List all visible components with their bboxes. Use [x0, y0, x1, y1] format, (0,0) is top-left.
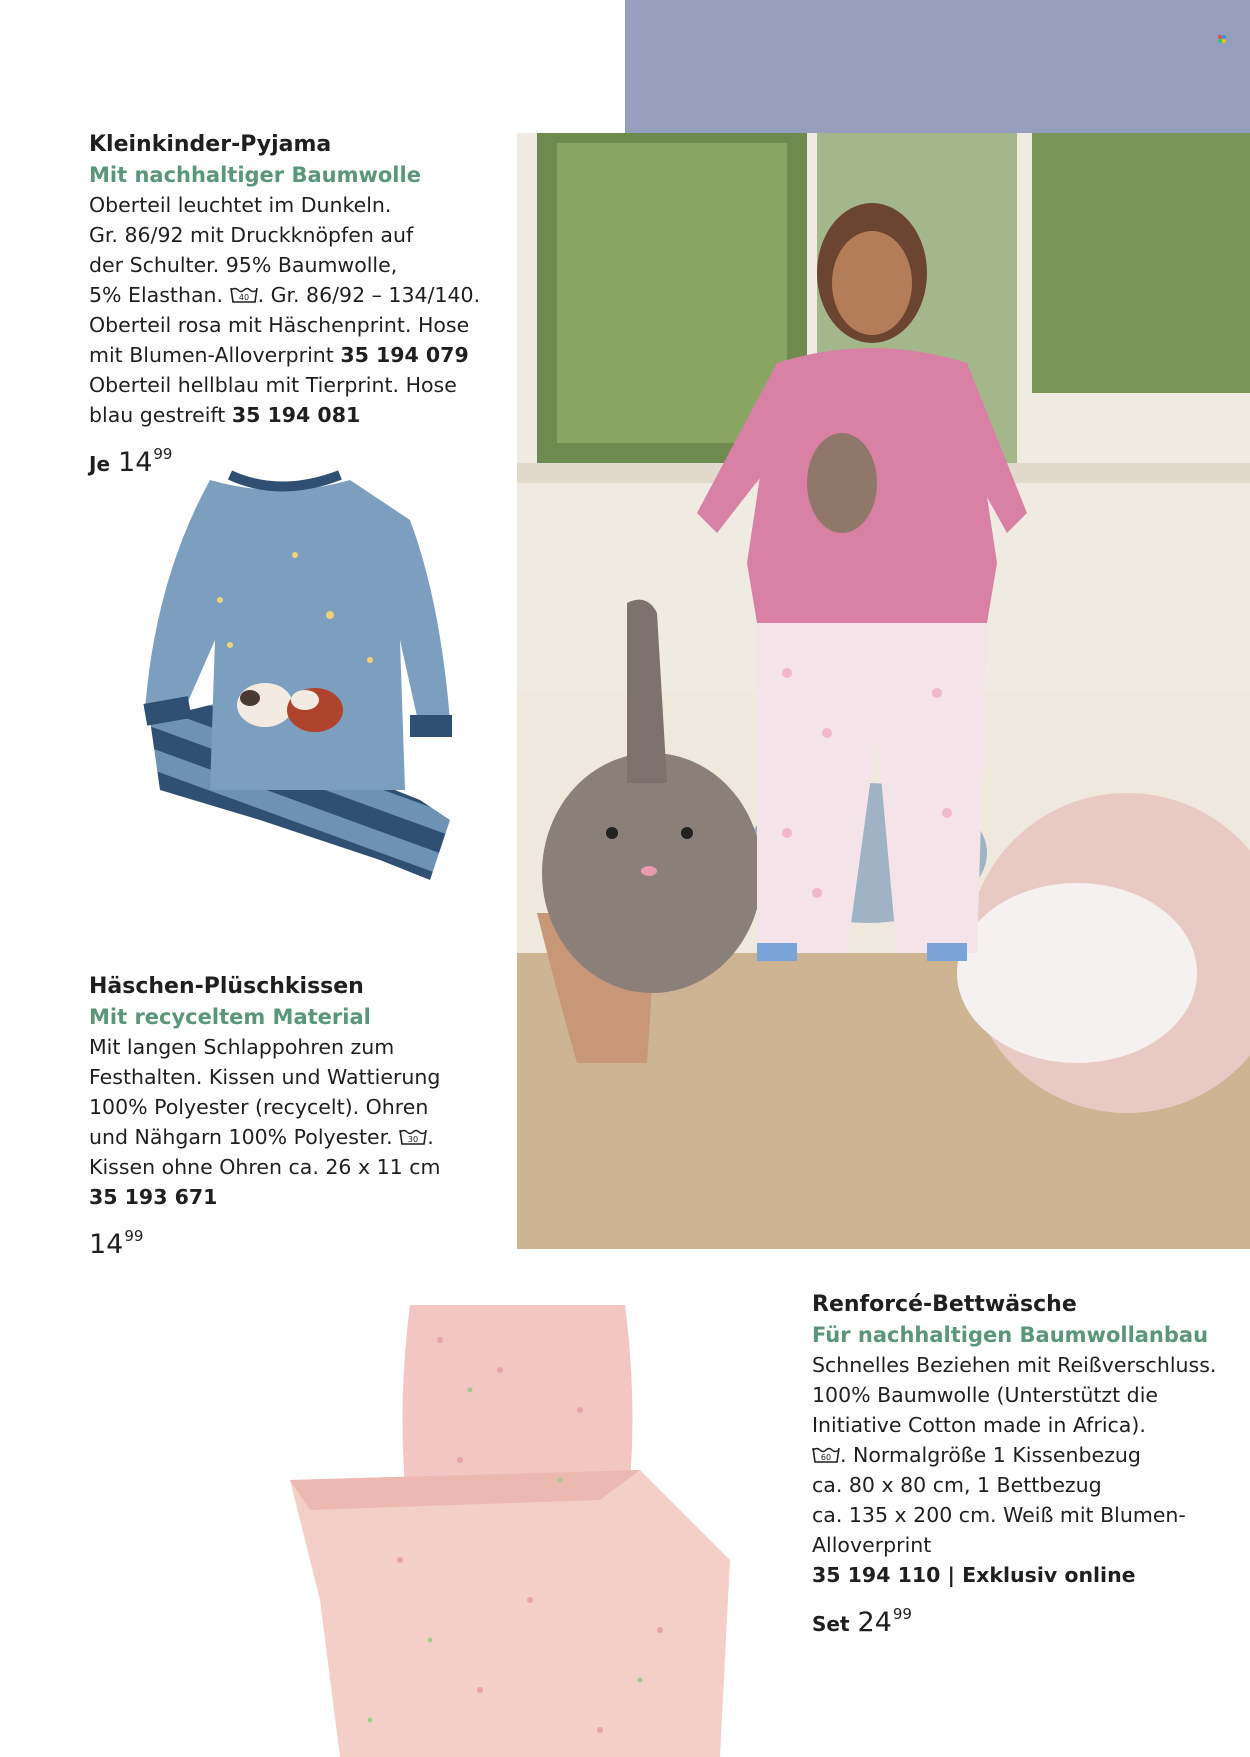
cushion-desc-line: Mit langen Schlappohren zum: [89, 1035, 395, 1059]
pyjama-desc-line: Oberteil leuchtet im Dunkeln.: [89, 193, 392, 217]
brand-logo-icon: [1218, 35, 1226, 43]
cushion-product-block: [89, 972, 509, 1261]
bedding-desc-line: ca. 135 x 200 cm. Weiß mit Blumen-: [812, 1503, 1186, 1527]
pyjama-desc-line: Gr. 86/92 mit Druckknöpfen auf: [89, 223, 414, 247]
wash-60-icon: [812, 1446, 840, 1464]
article-number: 35 194 081: [231, 403, 361, 427]
article-number: 35 193 671: [89, 1185, 218, 1209]
cushion-desc-line: Kissen ohne Ohren ca. 26 x 11 cm: [89, 1155, 441, 1179]
pyjama-product-image: [120, 460, 490, 910]
bedding-desc-line: 60 . Normalgröße 1 Kissenbezug: [812, 1440, 1242, 1470]
bedding-product-image: [280, 1300, 740, 1757]
pyjama-desc-line: blau gestreift 35 194 081: [89, 403, 361, 427]
cushion-title: Häschen-Plüschkissen: [89, 974, 364, 999]
svg-text:30: 30: [408, 1135, 419, 1144]
pyjama-desc-line: 5% Elasthan. 40 . Gr. 86/92 – 134/140.: [89, 283, 481, 307]
bedding-price: Set $24^{99}$: [812, 1605, 912, 1638]
cushion-price: $14^{99}$: [89, 1227, 144, 1260]
bedding-desc-line: Alloverprint: [812, 1533, 932, 1557]
pyjama-desc-line: Oberteil hellblau mit Tierprint. Hose: [89, 373, 457, 397]
pyjama-desc-line: mit Blumen-Alloverprint 35 194 079: [89, 343, 469, 367]
svg-text:60: 60: [820, 1453, 832, 1462]
lifestyle-photo: [517, 133, 1250, 1249]
header-color-band: [625, 0, 1250, 133]
cushion-desc-line: und Nähgarn 100% Polyester. 30 .: [89, 1125, 434, 1149]
pyjama-subtitle: Mit nachhaltiger Baumwolle: [89, 163, 421, 187]
article-number: 35 194 079: [340, 343, 469, 367]
cushion-desc-line: 100% Polyester (recycelt). Ohren: [89, 1095, 429, 1119]
svg-text:40: 40: [238, 293, 249, 302]
bedding-product-block: [812, 1290, 1242, 1640]
wash-30-icon: [399, 1128, 427, 1146]
pyjama-price: Je $14^{99}$: [89, 445, 173, 478]
bedding-subtitle: Für nachhaltigen Baumwollanbau: [812, 1323, 1209, 1347]
bedding-desc-line: ca. 80 x 80 cm, 1 Bettbezug: [812, 1473, 1102, 1497]
cushion-desc-line: Festhalten. Kissen und Wattierung: [89, 1065, 441, 1089]
pyjama-desc-line: der Schulter. 95% Baumwolle,: [89, 253, 398, 277]
cushion-subtitle: Mit recyceltem Material: [89, 1005, 371, 1029]
bedding-title: Renforcé-Bettwäsche: [812, 1292, 1077, 1317]
bedding-desc-line: Initiative Cotton made in Africa).: [812, 1413, 1146, 1437]
bedding-desc-line: Schnelles Beziehen mit Reißverschluss.: [812, 1353, 1217, 1377]
pyjama-title: Kleinkinder-Pyjama: [89, 132, 332, 157]
bedding-desc-line: 100% Baumwolle (Unterstützt die: [812, 1383, 1158, 1407]
pyjama-desc-line: Oberteil rosa mit Häschenprint. Hose: [89, 313, 470, 337]
pyjama-product-block: [89, 130, 509, 480]
wash-40-icon: [230, 286, 258, 304]
article-number: 35 194 110 | Exklusiv online: [812, 1563, 1136, 1587]
